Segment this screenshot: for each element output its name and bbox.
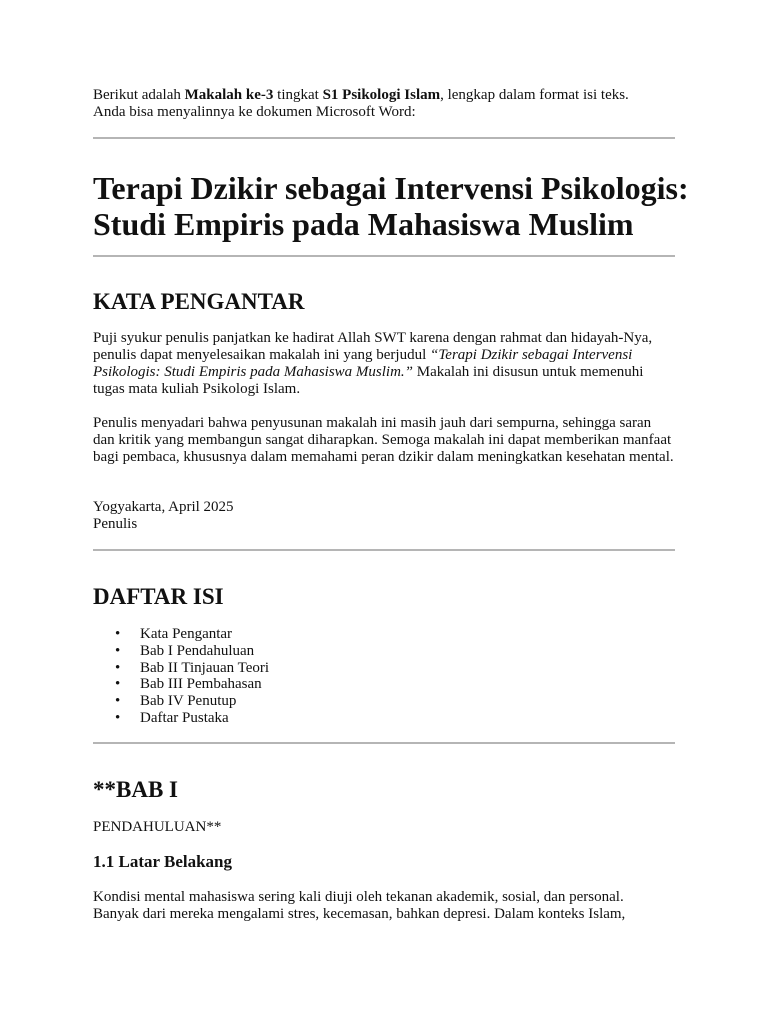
latar-belakang-line-1: Kondisi mental mahasiswa sering kali diuji oleh tekanan akademik, sosial, dan personal. <box>93 889 624 905</box>
latar-belakang-paragraph <box>93 889 675 923</box>
latar-belakang-heading: 1.1 Latar Belakang <box>93 852 233 871</box>
author: Penulis <box>93 516 138 532</box>
daftar-isi-heading: DAFTAR ISI <box>93 584 224 609</box>
kata-pengantar-paragraph-2: Penulis menyadari bahwa penyusunan makalah ini masih jauh dari sempurna, sehingga saran dan kritik yang membangun sangat diharapkan. Semoga makalah ini dapat memberikan manfaat bagi pembaca, khususnya dalam memahami peran dzikir dalam meningkatkan kesehatan mental. <box>93 415 674 465</box>
list-item-label: Bab III Pembahasan <box>140 676 262 693</box>
intro-text <box>93 87 675 121</box>
bullet-icon: • <box>115 709 121 726</box>
document-title-line-2: Studi Empiris pada Mahasiswa Muslim <box>93 206 634 242</box>
bullet-icon: • <box>115 642 121 659</box>
list-item <box>93 626 269 643</box>
bab1-heading: **BAB I <box>93 777 178 802</box>
bullet-icon: • <box>115 693 121 710</box>
intro-text-2: tingkat <box>273 87 323 103</box>
latar-belakang-line-2: Banyak dari mereka mengalami stres, kecemasan, bahkan depresi. Dalam konteks Islam, <box>93 906 626 922</box>
intro-text-3: , lengkap dalam format isi teks. <box>440 87 629 103</box>
horizontal-rule-4 <box>93 742 675 744</box>
bullet-icon: • <box>115 626 121 642</box>
list-item <box>93 643 269 660</box>
list-item <box>93 660 269 677</box>
list-item-label: Bab II Tinjauan Teori <box>140 659 270 676</box>
kata-pengantar-p1-text-a: Puji syukur penulis panjatkan ke hadirat Allah SWT karena dengan rahmat dan hidayah-Nya, penulis dapat menyelesaikan makalah ini yang berjudul <box>93 330 653 363</box>
kata-pengantar-p1-text-b: Makalah ini disusun untuk memenuhi tugas mata kuliah Psikologi Islam. <box>93 364 644 397</box>
bab1-subheading: PENDAHULUAN** <box>93 819 222 835</box>
daftar-isi-list <box>93 626 269 727</box>
list-item <box>93 693 269 710</box>
kata-pengantar-signature <box>93 499 675 533</box>
list-item-label: Bab I Pendahuluan <box>140 642 255 659</box>
list-item-label: Bab IV Penutup <box>140 693 237 710</box>
horizontal-rule-3 <box>93 549 675 551</box>
bullet-icon: • <box>115 659 121 676</box>
intro-bold-makalah: Makalah ke-3 <box>184 87 274 103</box>
kata-pengantar-p1-title-italic: “Terapi Dzikir sebagai Intervensi Psikologis: Studi Empiris pada Mahasiswa Muslim.” <box>93 347 633 380</box>
intro-line-1 <box>93 87 675 104</box>
intro-bold-program: S1 Psikologi Islam <box>322 87 441 103</box>
bullet-icon: • <box>115 676 121 693</box>
document-title <box>93 170 693 242</box>
list-item-label: Kata Pengantar <box>140 626 233 642</box>
intro-text-1: Berikut adalah <box>93 87 185 103</box>
kata-pengantar-paragraph-1 <box>93 330 675 398</box>
intro-line-2: Anda bisa menyalinnya ke dokumen Microsoft Word: <box>93 104 416 120</box>
kata-pengantar-heading: KATA PENGANTAR <box>93 289 305 314</box>
list-item <box>93 710 269 727</box>
list-item <box>93 676 269 693</box>
horizontal-rule-1 <box>93 137 675 139</box>
list-item-label: Daftar Pustaka <box>140 709 229 726</box>
document-title-line-1: Terapi Dzikir sebagai Intervensi Psikologis: <box>93 170 689 206</box>
horizontal-rule-2 <box>93 255 675 257</box>
place-date: Yogyakarta, April 2025 <box>93 499 234 515</box>
